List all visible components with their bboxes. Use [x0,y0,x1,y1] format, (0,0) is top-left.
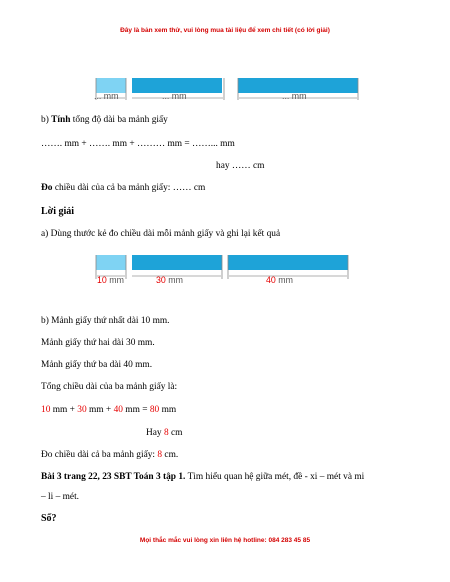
strip-3-measure: 40 mm [266,275,293,285]
preview-notice: Đây là bản xem thử, vui lòng mua tài liệu để xem chi tiết (có lời giải) [120,27,330,34]
question-b-do-line: Đo chiều dài của cả ba mảnh giấy: …… cm [41,183,206,193]
strip-1-label: ... mm [94,91,119,101]
strip-2-label: ... mm [162,91,187,101]
strip-2-measure: 30 mm [156,275,183,285]
solution-b-l1: b) Mảnh giấy thứ nhất dài 10 mm. [41,316,170,326]
question-b-formula: ……. mm + ……. mm + ……… mm = ……... mm [41,139,235,149]
strip-2 [132,255,222,270]
strip-1 [96,255,126,270]
exercise-3-line2: – li – mét. [41,492,80,502]
solution-a: a) Dùng thước kẻ đo chiều dài mỗi mảnh giấy và ghi lại kết quả [41,229,281,239]
paper-strips-diagram [88,78,368,108]
exercise-3-title: Bài 3 trang 22, 23 SBT Toán 3 tập 1. Tìm hiểu quan hệ giữa mét, đề - xi – mét và mi [41,472,365,482]
hotline-notice: Mọi thắc mắc vui lòng xin liên hệ hotline: 084 283 45 85 [139,537,311,544]
solution-b-l3: Mảnh giấy thứ ba dài 40 mm. [41,360,153,370]
so-heading: Số? [41,513,57,524]
strip-3 [228,255,348,270]
sum-hay: Hay 8 cm [146,428,183,438]
strip-1-measure: 10 mm [97,275,124,285]
solution-title: Lời giải [41,206,75,217]
measured-strips-diagram [88,255,368,287]
solution-b-l2: Mảnh giấy thứ hai dài 30 mm. [41,338,155,348]
solution-b-l4: Tổng chiều dài của ba mảnh giấy là: [41,382,178,392]
question-b-hay: hay …… cm [216,161,265,171]
final-answer: Đo chiều dài cả ba mảnh giấy: 8 cm. [41,450,179,460]
sum-equation: 10 mm + 30 mm + 40 mm = 80 mm [41,405,177,415]
question-b-line: b) Tính tổng độ dài ba mảnh giấy [41,115,168,125]
strip-3-label: ... mm [282,91,307,101]
